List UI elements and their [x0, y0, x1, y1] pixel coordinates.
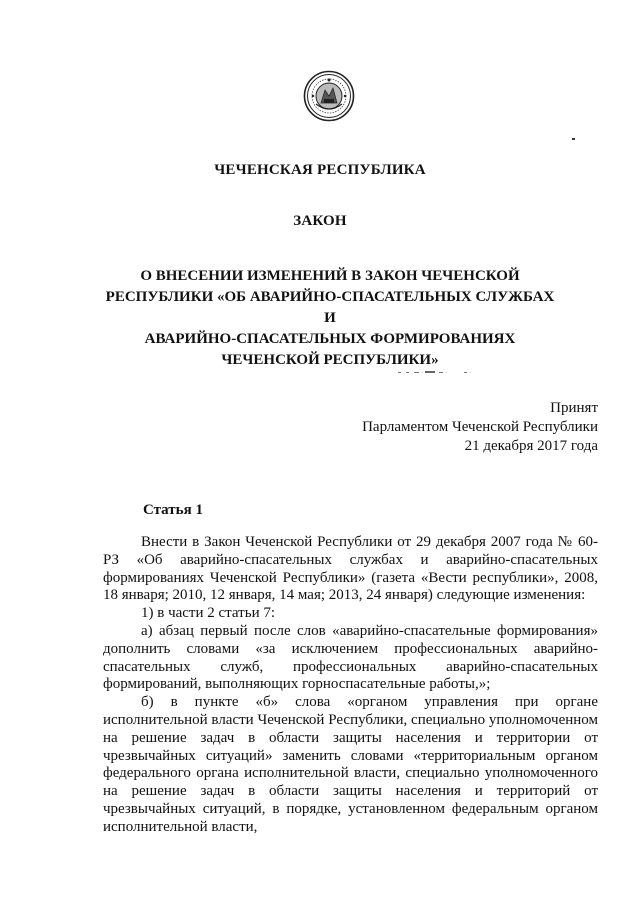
coat-of-arms-emblem-icon	[303, 70, 355, 122]
adoption-block	[362, 399, 598, 456]
article-paragraph: Внести в Закон Чеченской Республики от 29 декабря 2007 года № 60-РЗ «Об аварийно-спасательных службах и аварийно-спасательных формированиях Чеченской Республики» (газета «Вести республики», 2008, 18 января; 2010, 12 января, 14 мая; 2013, 24 января) следующие изменения:	[103, 534, 598, 604]
adoption-body: Парламентом Чеченской Республики	[362, 419, 598, 435]
law-title-line: ЧЕЧЕНСКОЙ РЕСПУБЛИКИ»	[221, 352, 439, 368]
article-paragraph: б) в пункте «б» слова «органом управления при органе исполнительной власти Чеченской Республики, специально уполномоченном на решение задач в области защиты населения и территории от чрезвычайных ситуаций» заменить словами «территориальным органом федерального органа исполнительной власти, специально уполномоченного на решение задач в области защиты населения и территорий от чрезвычайных ситуаций, в порядке, установленном федеральным органом исполнительной власти,	[103, 694, 598, 835]
republic-heading: ЧЕЧЕНСКАЯ РЕСПУБЛИКА	[214, 162, 426, 178]
scan-dash-marks	[398, 371, 468, 374]
article-body	[103, 534, 598, 837]
document-type-heading: ЗАКОН	[293, 213, 347, 229]
adoption-date: 21 декабря 2017 года	[464, 438, 598, 454]
law-title	[100, 266, 560, 371]
article-paragraph: а) абзац первый после слов «аварийно-спасательные формирования» дополнить словами «за исключением профессиональных аварийно-спасательных служб, профессиональных аварийно-спасательных формирований, выполняющих горноспасательные работы,»;	[103, 622, 598, 693]
law-title-line: АВАРИЙНО-СПАСАТЕЛЬНЫХ ФОРМИРОВАНИЯХ	[144, 331, 516, 347]
law-title-line: О ВНЕСЕНИИ ИЗМЕНЕНИЙ В ЗАКОН ЧЕЧЕНСКОЙ	[140, 268, 520, 284]
article-paragraph: 1) в части 2 статьи 7:	[141, 605, 276, 622]
scan-speck	[572, 138, 575, 140]
law-title-line: РЕСПУБЛИКИ «ОБ АВАРИЙНО-СПАСАТЕЛЬНЫХ СЛУЖБАХ И	[105, 289, 555, 326]
adoption-status: Принят	[550, 400, 598, 416]
article-title: Статья 1	[143, 502, 203, 518]
